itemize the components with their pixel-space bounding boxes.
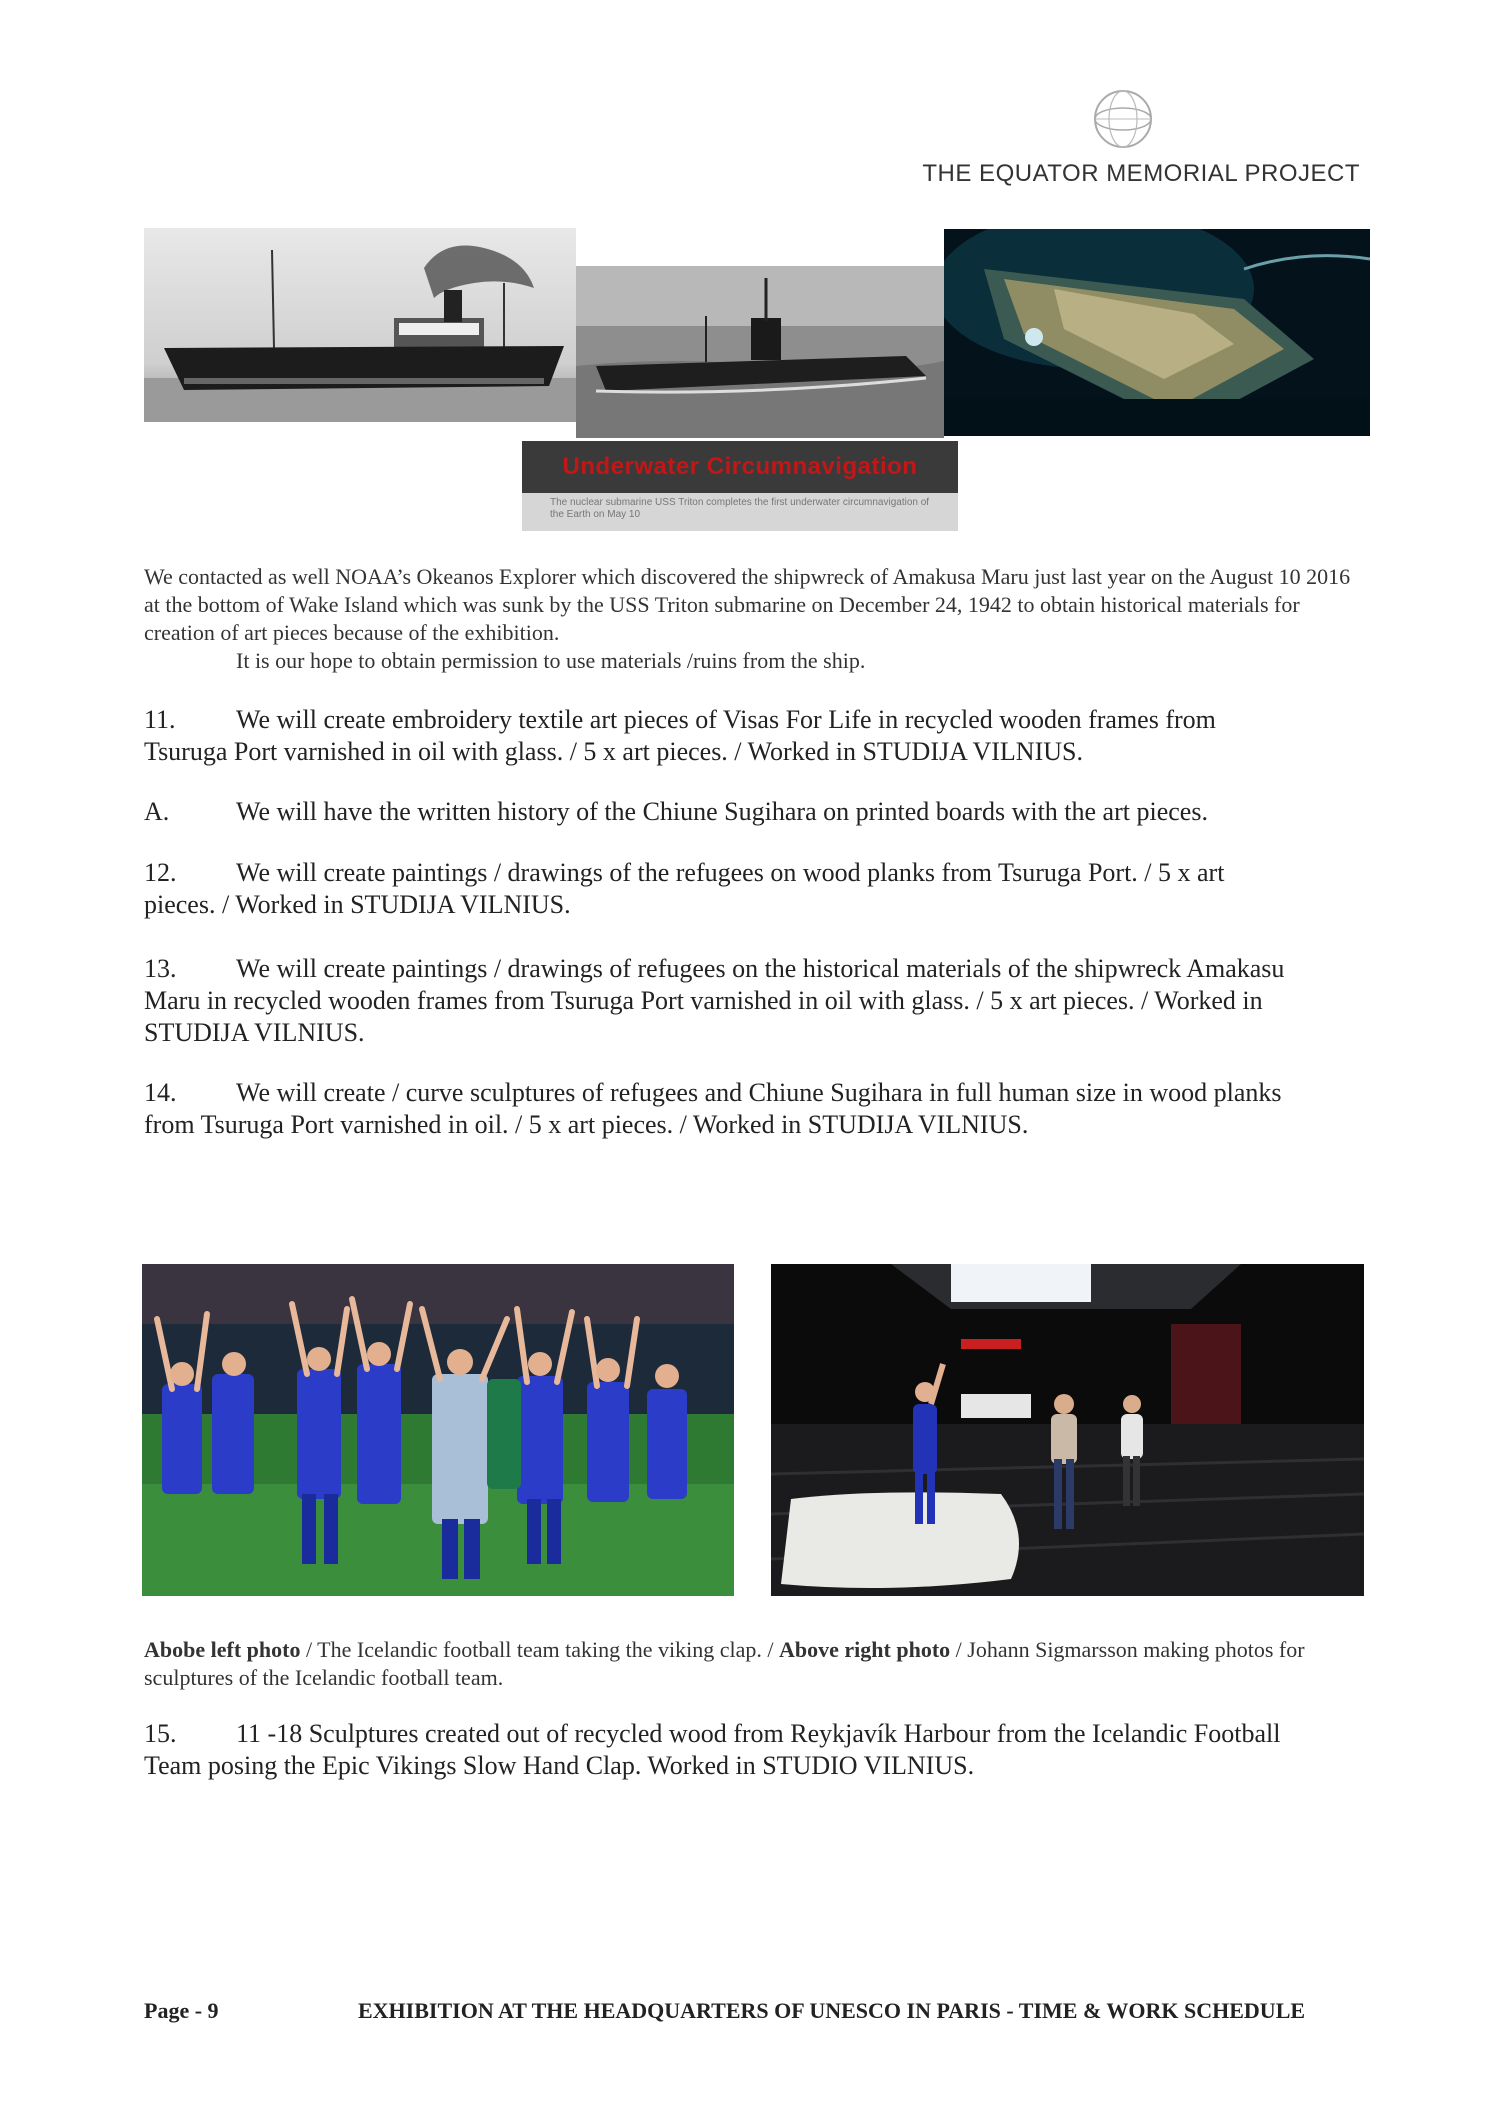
- item-13: [144, 953, 1369, 1049]
- caption-text: The nuclear submarine USS Triton completes the first underwater circumnavigation of the Earth on May 10: [550, 497, 930, 520]
- steamship-photo: [144, 228, 576, 422]
- item-text: We will create paintings / drawings of the refugees on wood planks from Tsuruga Port. / 5 x art: [236, 858, 1225, 887]
- intro-text: We contacted as well NOAA’s Okeanos Explorer which discovered the shipwreck of Amakusa Maru just last year on the August 10 2016 at the bottom of Wake Island which was sunk by the USS Triton submarine on December 24, 1942 to obtain historical materials for creation of art pieces because of the exhibition.: [144, 564, 1351, 645]
- right-photo-label: Above right photo: [779, 1637, 951, 1662]
- caption-title: Underwater Circumnavigation: [522, 441, 958, 493]
- item-15: [144, 1718, 1369, 1782]
- item-number: 14.: [144, 1078, 177, 1107]
- football-team-photo: [142, 1264, 734, 1596]
- item-11: [144, 704, 1369, 768]
- item-number: A.: [144, 797, 170, 826]
- underwater-caption-card: [522, 441, 958, 531]
- intro-hope: It is our hope to obtain permission to use materials /ruins from the ship.: [236, 648, 866, 673]
- page-number: Page - 9: [144, 1998, 219, 2023]
- item-text-cont: from Tsuruga Port varnished in oil. / 5 x art pieces. / Worked in STUDIJA VILNIUS.: [144, 1110, 1029, 1139]
- item-12: [144, 857, 1369, 921]
- item-a: [144, 796, 1369, 828]
- intro-paragraph: [144, 563, 1364, 675]
- photo-caption: [144, 1636, 1364, 1692]
- item-14: [144, 1077, 1369, 1141]
- submarine-photo: [576, 266, 944, 438]
- item-text: 11 -18 Sculptures created out of recycled wood from Reykjavík Harbour from the Icelandic Football: [236, 1719, 1281, 1748]
- right-photo-text: / Johann Sigmarsson making photos for sculptures of the Icelandic football team.: [144, 1637, 1305, 1690]
- shipwreck-photo: [944, 229, 1370, 436]
- globe-icon: [1092, 88, 1154, 150]
- studio-session-photo: [771, 1264, 1364, 1596]
- item-text: We will create / curve sculptures of refugees and Chiune Sugihara in full human size in wood planks: [236, 1078, 1282, 1107]
- item-text-cont: Team posing the Epic Vikings Slow Hand Clap. Worked in STUDIO VILNIUS.: [144, 1751, 975, 1780]
- item-text-cont: pieces. / Worked in STUDIJA VILNIUS.: [144, 890, 571, 919]
- footer-title: EXHIBITION AT THE HEADQUARTERS OF UNESCO IN PARIS - TIME & WORK SCHEDULE: [358, 1998, 1306, 2023]
- item-text-cont: Tsuruga Port varnished in oil with glass. / 5 x art pieces. / Worked in STUDIJA VILNIUS.: [144, 737, 1083, 766]
- item-text-cont: Maru in recycled wooden frames from Tsuruga Port varnished in oil with glass. / 5 x art pieces. / Worked in STUDIJA VILNIUS.: [144, 986, 1263, 1047]
- item-text: We will create paintings / drawings of refugees on the historical materials of the shipwreck Amakasu: [236, 954, 1285, 983]
- item-text: We will have the written history of the Chiune Sugihara on printed boards with the art pieces.: [236, 797, 1208, 826]
- left-photo-label: Abobe left photo: [144, 1637, 301, 1662]
- item-number: 12.: [144, 858, 177, 887]
- item-number: 13.: [144, 954, 177, 983]
- item-text: We will create embroidery textile art pieces of Visas For Life in recycled wooden frames from: [236, 705, 1216, 734]
- logo-text: THE EQUATOR MEMORIAL PROJECT: [922, 160, 1360, 187]
- item-number: 11.: [144, 705, 176, 734]
- left-photo-text: / The Icelandic football team taking the viking clap. /: [300, 1637, 780, 1662]
- item-number: 15.: [144, 1719, 177, 1748]
